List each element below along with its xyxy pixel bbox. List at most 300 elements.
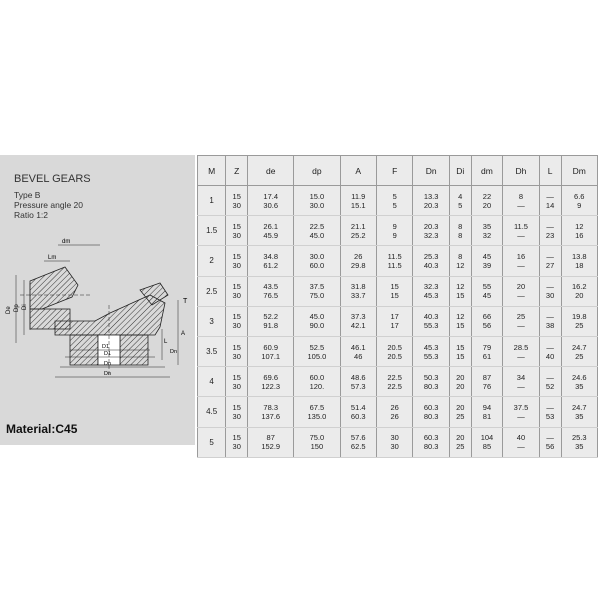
dn-label-2: Dn [104, 371, 112, 377]
pinion-value: 22.5 [387, 372, 402, 382]
table-cell [413, 276, 449, 306]
wheel-value: 14 [545, 200, 555, 210]
module-cell: 2.5 [198, 276, 226, 306]
wheel-value: 150 [310, 442, 324, 452]
pinion-value: 12 [456, 282, 465, 292]
table-row [198, 276, 598, 306]
pinion-value: 15 [232, 251, 241, 261]
wheel-value: 15 [390, 291, 399, 301]
wheel-value: 55.3 [423, 321, 439, 331]
wheel-value: 30 [232, 381, 241, 391]
table-cell [449, 367, 471, 397]
pinion-value: 11.5 [513, 221, 528, 231]
wheel-value: — [517, 200, 525, 210]
table-cell [471, 427, 503, 457]
table-cell [340, 186, 376, 216]
wheel-value: 60.3 [350, 411, 366, 421]
wheel-value: 15.1 [350, 200, 366, 210]
wheel-value: 122.3 [261, 381, 281, 391]
table-cell [376, 276, 412, 306]
pinion-value: 34.8 [263, 251, 279, 261]
pinion-value: 60.3 [423, 402, 439, 412]
wheel-value: 120. [309, 381, 325, 391]
table-cell [503, 216, 539, 246]
table-cell [340, 397, 376, 427]
table-cell [539, 186, 561, 216]
pinion-value: 20 [456, 402, 465, 412]
pinion-value: — [546, 191, 554, 201]
header-dm: dm [471, 156, 503, 186]
table-row [198, 336, 598, 366]
table-cell [503, 186, 539, 216]
header-dm2: Dm [561, 156, 598, 186]
table-header-row [198, 156, 598, 186]
wheel-value: 20.3 [423, 200, 439, 210]
pinion-value: 13.3 [423, 191, 439, 201]
pinion-value: 25.3 [423, 251, 439, 261]
pinion-value: 24.6 [571, 372, 587, 382]
pinion-value: 40.3 [423, 312, 439, 322]
pinion-value: 67.5 [309, 402, 325, 412]
table-cell [539, 216, 561, 246]
wheel-value: 8 [458, 230, 463, 240]
pinion-value: 48.6 [350, 372, 366, 382]
table-cell [503, 427, 539, 457]
wheel-value: — [517, 260, 525, 270]
wheel-value: 20 [482, 200, 492, 210]
pinion-value: 52.5 [309, 342, 325, 352]
wheel-value: 81 [482, 411, 492, 421]
table-cell [294, 336, 340, 366]
pinion-value: — [546, 372, 554, 382]
pinion-value: 30 [390, 433, 399, 443]
header-dn: Dn [413, 156, 449, 186]
wheel-value: 5 [392, 200, 397, 210]
pinion-value: 17 [390, 312, 399, 322]
table-cell [340, 427, 376, 457]
table-cell [471, 246, 503, 276]
wheel-value: 60.0 [309, 260, 325, 270]
wheel-value: 45.0 [309, 230, 325, 240]
pinion-value: 15 [232, 282, 241, 292]
wheel-value: 46 [354, 351, 363, 361]
pinion-value: 60.0 [309, 372, 325, 382]
wheel-value: 30 [232, 321, 241, 331]
pinion-value: 26 [354, 251, 363, 261]
pinion-value: 22.5 [309, 221, 325, 231]
wheel-value: 15 [456, 291, 465, 301]
table-cell [503, 397, 539, 427]
pinion-value: 79 [482, 342, 492, 352]
de-label: De [6, 306, 12, 314]
pinion-value: 12 [575, 221, 584, 231]
pinion-value: 8 [518, 191, 524, 201]
wheel-value: — [517, 381, 525, 391]
gear-specs [14, 190, 83, 220]
lm-label: Lm [48, 255, 57, 261]
wheel-value: 45.3 [423, 291, 439, 301]
table-cell [561, 336, 598, 366]
header-m: M [198, 156, 226, 186]
table-cell [340, 246, 376, 276]
wheel-value: 9 [577, 200, 582, 210]
table-cell [539, 336, 561, 366]
wheel-value: — [517, 230, 525, 240]
table-cell [226, 216, 248, 246]
table-row [198, 367, 598, 397]
wheel-value: 23 [545, 230, 555, 240]
table-cell [539, 306, 561, 336]
wheel-value: 30 [232, 291, 241, 301]
table-cell [471, 367, 503, 397]
pinion-value: 57.6 [350, 433, 366, 443]
pinion-value: 20 [516, 282, 526, 292]
pinion-value: — [546, 342, 554, 352]
table-cell [413, 216, 449, 246]
pinion-value: 50.3 [423, 372, 439, 382]
info-panel [0, 155, 195, 445]
wheel-value: 137.6 [261, 411, 281, 421]
wheel-value: 22.5 [387, 381, 402, 391]
table-cell [561, 246, 598, 276]
table-cell [503, 367, 539, 397]
wheel-value: 76 [482, 381, 492, 391]
pinion-value: 24.7 [571, 342, 587, 352]
table-cell [471, 216, 503, 246]
wheel-value: 20 [575, 291, 584, 301]
dp-label: Dp [14, 304, 20, 312]
wheel-value: 9 [392, 230, 397, 240]
table-cell [449, 276, 471, 306]
table-cell [413, 306, 449, 336]
table-cell [294, 367, 340, 397]
pinion-value: 8 [458, 221, 463, 231]
module-cell: 4.5 [198, 397, 226, 427]
table-cell [226, 367, 248, 397]
pinion-value: 20.3 [423, 221, 439, 231]
table-cell [376, 186, 412, 216]
table-cell [449, 246, 471, 276]
pinion-value: 45.3 [423, 342, 439, 352]
table-cell [376, 246, 412, 276]
table-cell [340, 276, 376, 306]
pinion-value: 32.3 [423, 282, 439, 292]
pinion-value: 15 [232, 191, 241, 201]
table-cell [503, 336, 539, 366]
wheel-value: 30 [232, 230, 241, 240]
pinion-value: 20 [456, 372, 465, 382]
wheel-value: 105.0 [307, 351, 327, 361]
wheel-value: 52 [545, 381, 555, 391]
pinion-value: 87 [482, 372, 492, 382]
table-cell [561, 276, 598, 306]
table-row [198, 306, 598, 336]
wheel-value: 107.1 [261, 351, 281, 361]
pinion-value: 15 [390, 282, 399, 292]
table-row [198, 186, 598, 216]
table-cell [226, 397, 248, 427]
l-label: L [164, 339, 168, 345]
table-cell [539, 246, 561, 276]
pinion-value: 24.7 [571, 402, 587, 412]
pinion-value: 15 [456, 342, 465, 352]
pinion-value: 6.6 [574, 191, 585, 201]
pinion-value: 9 [392, 221, 397, 231]
table-cell [294, 427, 340, 457]
table-cell [294, 246, 340, 276]
wheel-value: 76.5 [263, 291, 279, 301]
pinion-value: 35 [482, 221, 492, 231]
table-cell [539, 276, 561, 306]
pinion-value: — [546, 251, 554, 261]
type-line: Type B [14, 190, 41, 200]
pinion-value: — [546, 221, 554, 231]
table-cell [376, 367, 412, 397]
pinion-value: 11.9 [351, 191, 366, 201]
wheel-value: 12 [456, 260, 465, 270]
pinion-value: 37.5 [513, 402, 529, 412]
header-a: A [340, 156, 376, 186]
wheel-value: 20 [456, 381, 465, 391]
table-cell [248, 306, 294, 336]
table-cell [226, 306, 248, 336]
pinion-value: 104 [480, 433, 494, 443]
wheel-value: 91.8 [263, 321, 279, 331]
table-cell [413, 246, 449, 276]
pinion-value: — [546, 312, 554, 322]
table-row [198, 246, 598, 276]
wheel-value: 35 [575, 411, 584, 421]
table-cell [376, 216, 412, 246]
wheel-value: 25.2 [350, 230, 366, 240]
pinion-value: 51.4 [350, 402, 366, 412]
pinion-value: 78.3 [263, 402, 279, 412]
pinion-value: 37.3 [350, 312, 366, 322]
table-cell [471, 186, 503, 216]
wheel-value: 29.8 [350, 260, 366, 270]
pinion-value: 8 [458, 251, 463, 261]
pinion-value: — [546, 402, 554, 412]
pinion-value: 15 [232, 312, 241, 322]
pinion-value: 17.4 [263, 191, 279, 201]
wheel-value: 30.0 [309, 200, 325, 210]
wheel-value: 17 [390, 321, 399, 331]
pinion-value: 31.8 [350, 282, 366, 292]
table-cell [539, 367, 561, 397]
pinion-value: 55 [482, 282, 492, 292]
wheel-value: 25 [456, 442, 465, 452]
wheel-value: 30 [545, 291, 555, 301]
table-body [198, 186, 598, 458]
pinion-value: 28.5 [513, 342, 529, 352]
wheel-value: 61 [482, 351, 492, 361]
wheel-value: 25 [575, 351, 584, 361]
module-cell: 3.5 [198, 336, 226, 366]
pinion-value: 21.1 [350, 221, 366, 231]
table-cell [294, 276, 340, 306]
table-cell [561, 306, 598, 336]
header-z: Z [226, 156, 248, 186]
table-row [198, 216, 598, 246]
table-cell [226, 246, 248, 276]
table-cell [294, 397, 340, 427]
pinion-value: 45.0 [309, 312, 325, 322]
table-cell [340, 306, 376, 336]
wheel-value: 61.2 [263, 260, 279, 270]
wheel-value: 35 [575, 442, 584, 452]
table-cell [340, 336, 376, 366]
pinion-value: — [546, 282, 554, 292]
pinion-value: 46.1 [350, 342, 366, 352]
pinion-shape [20, 267, 90, 329]
table-cell [294, 186, 340, 216]
table-cell [471, 276, 503, 306]
wheel-value: 80.3 [423, 442, 439, 452]
pinion-value: 43.5 [263, 282, 279, 292]
table-cell [503, 246, 539, 276]
table-row [198, 427, 598, 457]
pinion-value: 69.6 [263, 372, 279, 382]
wheel-value: 27 [545, 260, 555, 270]
table-cell [376, 336, 412, 366]
wheel-value: 20.5 [387, 351, 402, 361]
pinion-value: 15 [232, 221, 241, 231]
material-label: Material:C45 [6, 422, 78, 436]
wheel-value: 56 [482, 321, 492, 331]
wheel-value: 30 [232, 411, 241, 421]
header-di: Di [449, 156, 471, 186]
table-cell [561, 186, 598, 216]
wheel-value: 30 [232, 442, 241, 452]
wheel-value: 32 [482, 230, 492, 240]
wheel-value: 57.3 [350, 381, 366, 391]
table-cell [449, 427, 471, 457]
table-cell [413, 336, 449, 366]
table-cell [471, 397, 503, 427]
pinion-value: 75.0 [309, 433, 325, 443]
module-cell: 5 [198, 427, 226, 457]
pinion-value: 66 [482, 312, 492, 322]
pinion-value: 15 [232, 372, 241, 382]
table-cell [561, 367, 598, 397]
table-cell [248, 216, 294, 246]
wheel-value: 45.9 [263, 230, 279, 240]
pinion-value: 26 [390, 402, 399, 412]
pinion-value: 94 [482, 402, 492, 412]
table-cell [376, 397, 412, 427]
wheel-value: 152.9 [261, 442, 281, 452]
pinion-value: 25 [516, 312, 526, 322]
wheel-value: 40.3 [423, 260, 439, 270]
wheel-value: 33.7 [350, 291, 366, 301]
dn-label-3: Dn [170, 349, 178, 355]
wheel-value: 11.5 [387, 260, 402, 270]
wheel-value: 30.6 [263, 200, 279, 210]
table-cell [226, 427, 248, 457]
pinion-value: 16 [516, 251, 526, 261]
module-cell: 2 [198, 246, 226, 276]
wheel-value: 32.3 [423, 230, 439, 240]
pinion-value: 16.2 [571, 282, 587, 292]
header-l: L [539, 156, 561, 186]
pinion-value: 25.3 [571, 433, 587, 443]
pinion-value: 5 [392, 191, 397, 201]
wheel-value: 25 [575, 321, 584, 331]
wheel-value: 35 [575, 381, 584, 391]
table-cell [561, 216, 598, 246]
table-cell [539, 427, 561, 457]
panel-title: BEVEL GEARS [14, 173, 91, 185]
pinion-value: 60.3 [423, 433, 439, 443]
table-cell [413, 397, 449, 427]
table-cell [248, 246, 294, 276]
wheel-value: 26 [390, 411, 399, 421]
dm-label: dm [62, 239, 71, 245]
wheel-value: 53 [545, 411, 555, 421]
wheel-value: 80.3 [423, 411, 439, 421]
header-f: F [376, 156, 412, 186]
d1-label-2: D1 [104, 351, 112, 357]
pinion-value: 15 [232, 342, 241, 352]
wheel-value: 40 [545, 351, 555, 361]
table-cell [561, 427, 598, 457]
wheel-value: 45 [482, 291, 492, 301]
table-cell [376, 306, 412, 336]
wheel-value: 30 [390, 442, 399, 452]
gear-dimensions-table [197, 155, 598, 458]
table-cell [503, 276, 539, 306]
pinion-value: 30.0 [309, 251, 325, 261]
wheel-value: 85 [482, 442, 492, 452]
pressure-angle-line: Pressure angle 20 [14, 200, 83, 210]
module-cell: 1.5 [198, 216, 226, 246]
wheel-value: 56 [545, 442, 555, 452]
wheel-value: 15 [456, 321, 465, 331]
table-cell [226, 186, 248, 216]
table-cell [471, 336, 503, 366]
pinion-value: 40 [516, 433, 526, 443]
pinion-value: 22 [482, 191, 492, 201]
wheel-value: 75.0 [309, 291, 325, 301]
wheel-value: 135.0 [307, 411, 327, 421]
table-cell [539, 397, 561, 427]
pinion-value: 87 [266, 433, 275, 443]
table-cell [248, 397, 294, 427]
header-de: de [248, 156, 294, 186]
d1-label-1: D1 [102, 344, 110, 350]
wheel-value: 16 [575, 230, 584, 240]
pinion-value: 34 [516, 372, 526, 382]
table-cell [340, 367, 376, 397]
pinion-value: 60.9 [263, 342, 279, 352]
ratio-line: Ratio 1:2 [14, 210, 49, 220]
table-cell [294, 216, 340, 246]
table-cell [294, 306, 340, 336]
table-cell [413, 427, 449, 457]
pinion-value: — [546, 433, 554, 443]
table-cell [413, 186, 449, 216]
table-cell [561, 397, 598, 427]
wheel-value: 5 [458, 200, 463, 210]
t-label: T [183, 298, 188, 305]
header-dh: Dh [503, 156, 539, 186]
di-label: Di [22, 304, 28, 310]
wheel-value: 30 [232, 351, 241, 361]
pinion-value: 15.0 [309, 191, 325, 201]
table-cell [226, 276, 248, 306]
pinion-value: 26.1 [263, 221, 279, 231]
pinion-value: 37.5 [309, 282, 325, 292]
